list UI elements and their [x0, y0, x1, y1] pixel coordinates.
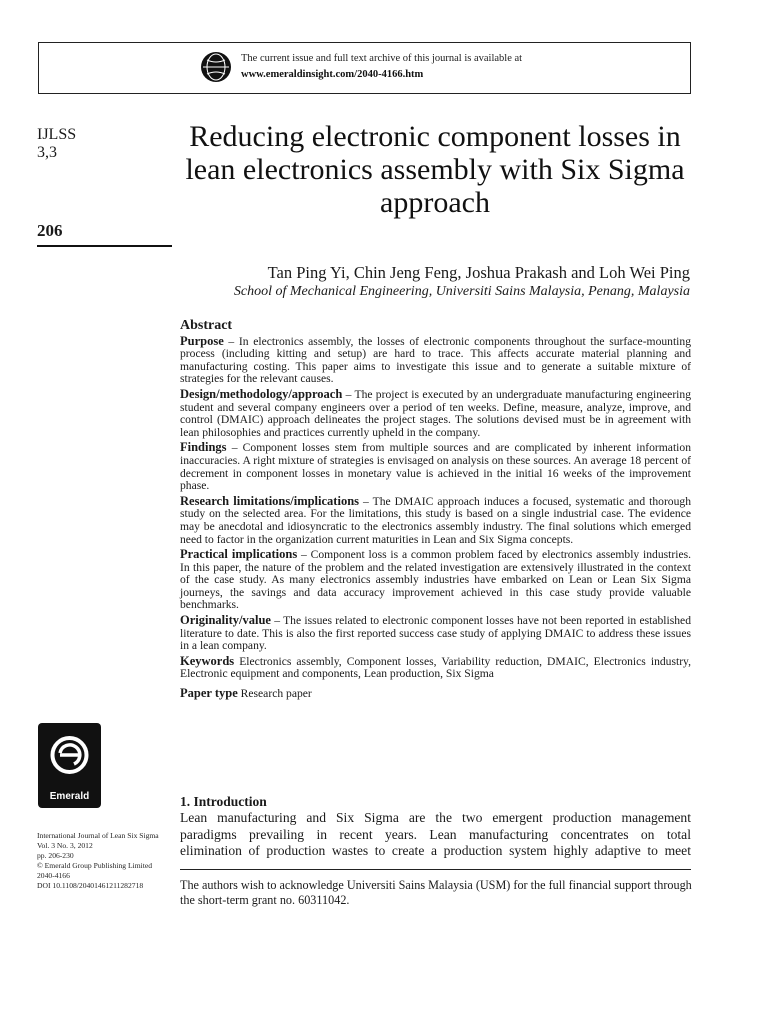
paper-title: Reducing electronic component losses in lean electronics assembly with Six Sigma approach [185, 120, 685, 219]
intro-line: elimination of production wastes to create a production system highly adaptive to meet [180, 843, 691, 858]
paper-type-text: Research paper [237, 687, 312, 701]
abstract-label: Findings [180, 440, 227, 455]
page-number: 206 [37, 221, 63, 240]
abstract-limitations [180, 495, 691, 546]
abstract-practical [180, 548, 691, 612]
citation-publisher: © Emerald Group Publishing Limited [37, 861, 153, 870]
abstract-findings [180, 441, 691, 492]
citation-volume: Vol. 3 No. 3, 2012 [37, 841, 93, 850]
abstract-heading: Abstract [180, 318, 233, 333]
abstract-originality [180, 614, 691, 653]
citation-issn: 2040-4166 [37, 871, 70, 880]
journal-header-box [38, 42, 691, 94]
keywords [180, 655, 691, 681]
emerald-e-icon [48, 731, 91, 783]
abstract-text: – The issues related to electronic component losses have not been reported in established literature to date. This is also the first reported success case study of applying DMAIC to address these issues in a lean company. [180, 614, 691, 653]
abstract-text: – Component loss is a common problem faced by electronics assembly industries. In this paper, the nature of the problem and the related investigation are extensively illustrated in the context of the case study. As many electronics assembly industries have embarked on Lean or Lean Six Sigma journeys, the savings and data accuracy improvement achieved in this case study provide valuable benchmarks. [180, 548, 692, 612]
intro-line: Lean manufacturing and Six Sigma are the two emergent production management [180, 810, 691, 825]
abstract-label: Originality/value [180, 613, 271, 628]
citation-block [37, 831, 177, 891]
acknowledgement-footnote: The authors wish to acknowledge Universiti Sains Malaysia (USM) for the full financial support through the short-term grant no. 60311042. [180, 878, 692, 907]
abstract-purpose [180, 335, 691, 386]
abstract-design [180, 388, 691, 439]
emerald-logo-text: Emerald [49, 791, 90, 802]
keywords-text: Electronics assembly, Component losses, Variability reduction, DMAIC, Electronics industry, Electronic equipment and components, Lean production, Six Sigma [180, 654, 691, 681]
journal-abbreviation: IJLSS [37, 126, 77, 143]
globe-icon [201, 52, 231, 82]
abstract-text: – In electronics assembly, the losses of electronic components throughout the surface-mounting process (including kitting and setup) are hard to trace. This affects accurate material planning and manufacturing costing. This paper aims to investigate this issue and to generate a suitable mixture of strategies for the relevant causes. [180, 334, 691, 386]
keywords-label: Keywords [180, 653, 235, 668]
footnote-rule [180, 869, 691, 870]
abstract-text: – Component losses stem from multiple sources and are complicated by inherent information inaccuracies. A right mixture of strategies is envisaged on analysis on these sources. An average 18 percent of decrement in component losses in monetary value is achieved in the initial 16 weeks of the improvement phase. [180, 441, 691, 493]
archive-notice: The current issue and full text archive of this journal is available at [241, 53, 523, 64]
abstract-label: Purpose [180, 333, 224, 348]
abstract-text: – The DMAIC approach induces a focused, systematic and thorough study on the selected area. For the limitations, this study is based on a single industrial case. The evidence may be anecdotal and idiosyncratic to the electronics assembly industry. The final solutions which emerged need to factor in the organization current maturities in Lean and Six Sigma concepts. [180, 494, 691, 546]
intro-line: paradigms prevailing in recent years. Lean manufacturing concentrates on total [180, 826, 691, 842]
abstract [180, 320, 691, 703]
paper-type-label: Paper type [180, 686, 238, 701]
abstract-text: – The project is executed by an undergraduate manufacturing engineering student and several company engineers over a period of ten weeks. Define, measure, analyze, improve, and control (DMAIC) approach delineates the project stages. The solutions devised must be in agreement with lean philosophies and practices currently upheld in the company. [180, 387, 691, 439]
citation-journal: International Journal of Lean Six Sigma [37, 831, 159, 840]
author-affiliation: School of Mechanical Engineering, Universiti Sains Malaysia, Penang, Malaysia [233, 284, 690, 299]
abstract-label: Research limitations/implications [180, 493, 360, 508]
journal-volume: 3,3 [37, 144, 57, 161]
journal-url[interactable]: www.emeraldinsight.com/2040-4166.htm [241, 69, 424, 80]
citation-doi: DOI 10.1108/20401461211282718 [37, 881, 144, 890]
abstract-label: Practical implications [180, 547, 298, 562]
emerald-logo [38, 723, 101, 808]
abstract-label: Design/methodology/approach [180, 386, 343, 401]
citation-pages: pp. 206-230 [37, 851, 74, 860]
section-heading-introduction: 1. Introduction [180, 794, 267, 809]
introduction-body [180, 810, 691, 860]
paper-authors: Tan Ping Yi, Chin Jeng Feng, Joshua Prakash and Loh Wei Ping [267, 263, 690, 282]
page-number-rule [37, 245, 172, 247]
paper-type [180, 687, 691, 701]
